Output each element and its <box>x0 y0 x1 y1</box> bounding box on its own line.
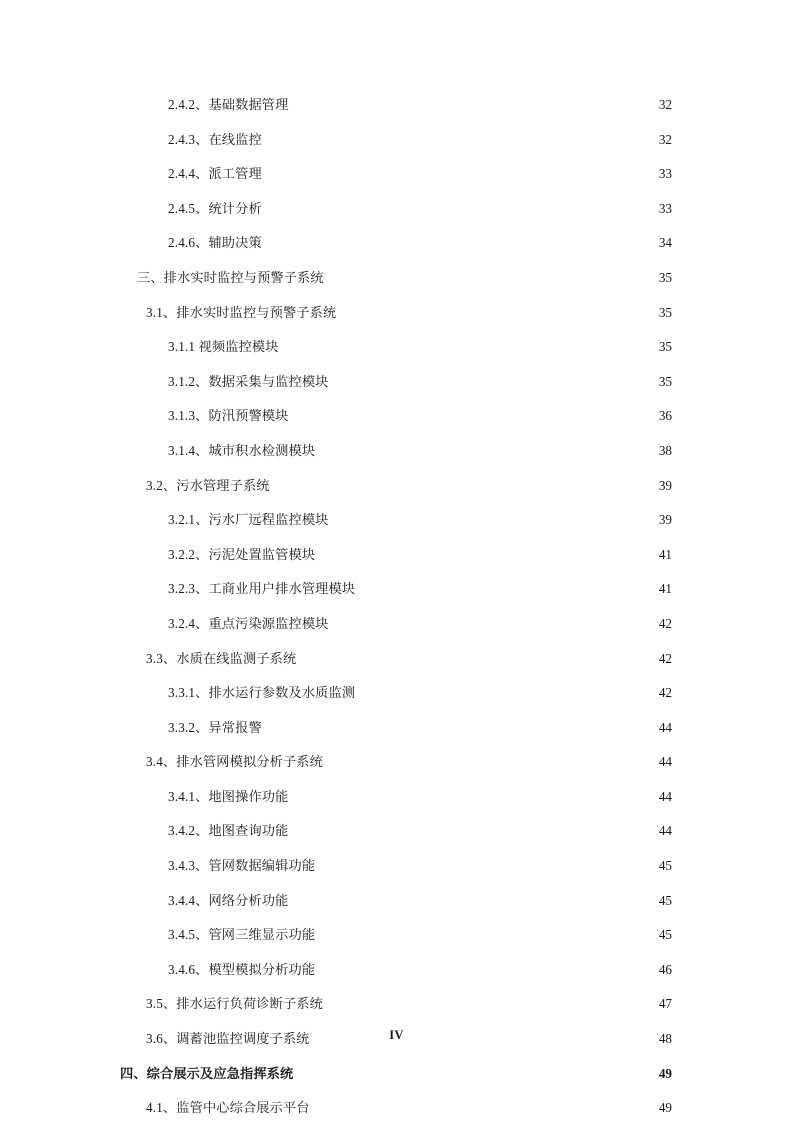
toc-entry-page-number: 34 <box>658 235 672 251</box>
toc-entry-page-number: 41 <box>658 581 672 597</box>
toc-entry-page-number: 35 <box>658 304 672 320</box>
toc-entry-title: 3.3.2、异常报警 <box>168 719 262 735</box>
toc-entry-title: 3.2、污水管理子系统 <box>146 477 270 493</box>
toc-entry-page-number: 45 <box>658 858 672 874</box>
toc-entry-page-number: 49 <box>658 1100 672 1116</box>
toc-entry[interactable] <box>0 780 793 815</box>
toc-entry-page-number: 33 <box>658 166 672 182</box>
toc-entry-page-number: 49 <box>658 1065 672 1081</box>
toc-entry-title: 3.3、水质在线监测子系统 <box>146 650 297 666</box>
toc-entry-page-number: 39 <box>658 477 672 493</box>
toc-entry[interactable] <box>0 642 793 677</box>
toc-entry-page-number: 47 <box>658 996 672 1012</box>
toc-leader-dots <box>326 269 653 282</box>
toc-entry[interactable] <box>0 1091 793 1122</box>
toc-leader-dots <box>281 338 653 351</box>
toc-entry-page-number: 32 <box>658 131 672 147</box>
toc-entry[interactable] <box>0 711 793 746</box>
toc-entry-title: 3.2.3、工商业用户排水管理模块 <box>168 581 356 597</box>
toc-entry-title: 3.2.4、重点污染源监控模块 <box>168 615 329 631</box>
toc-entry[interactable] <box>0 226 793 261</box>
toc-leader-dots <box>317 546 653 559</box>
toc-leader-dots <box>291 822 654 835</box>
toc-entry-title: 三、排水实时监控与预警子系统 <box>137 269 324 285</box>
toc-entry-title: 2.4.5、统计分析 <box>168 200 262 216</box>
toc-entry-page-number: 45 <box>658 892 672 908</box>
toc-entry[interactable] <box>0 261 793 296</box>
toc-entry[interactable] <box>0 572 793 607</box>
toc-entry[interactable] <box>0 607 793 642</box>
toc-entry[interactable] <box>0 953 793 988</box>
toc-leader-dots <box>264 719 653 732</box>
toc-entry-page-number: 32 <box>658 97 672 112</box>
toc-entry-page-number: 35 <box>658 373 672 389</box>
toc-entry-title: 3.4.5、管网三维显示功能 <box>168 927 316 943</box>
toc-entry-title: 3.4.2、地图查询功能 <box>168 823 289 839</box>
toc-entry-title: 2.4.2、基础数据管理 <box>168 97 289 112</box>
toc-leader-dots <box>317 442 653 455</box>
toc-leader-dots <box>317 857 653 870</box>
toc-entry[interactable] <box>0 192 793 227</box>
toc-entry-title: 2.4.6、辅助决策 <box>168 235 262 251</box>
toc-entry[interactable] <box>0 157 793 192</box>
toc-entry-page-number: 44 <box>658 719 672 735</box>
toc-entry-title: 3.1.4、城市积水检测模块 <box>168 442 316 458</box>
toc-entry-page-number: 41 <box>658 546 672 562</box>
toc-entry-title: 四、综合展示及应急指挥系统 <box>120 1065 294 1081</box>
toc-entry-title: 4.1、监管中心综合展示平台 <box>146 1100 310 1116</box>
toc-leader-dots <box>291 788 654 801</box>
toc-entry-title: 3.4.4、网络分析功能 <box>168 892 289 908</box>
toc-entry[interactable] <box>0 538 793 573</box>
toc-leader-dots <box>291 96 654 109</box>
toc-entry-title: 2.4.4、派工管理 <box>168 166 262 182</box>
toc-leader-dots <box>264 234 653 247</box>
toc-entry[interactable] <box>0 88 793 123</box>
toc-entry-title: 3.4、排水管网模拟分析子系统 <box>146 754 323 770</box>
toc-entry-page-number: 48 <box>658 1031 672 1047</box>
toc-leader-dots <box>331 373 654 386</box>
toc-leader-dots <box>357 684 653 697</box>
toc-entry[interactable] <box>0 434 793 469</box>
toc-entry-title: 3.1.1 视频监控模块 <box>168 339 279 355</box>
toc-leader-dots <box>291 407 654 420</box>
toc-entry-title: 3.2.2、污泥处置监管模块 <box>168 546 316 562</box>
toc-entry[interactable] <box>0 918 793 953</box>
toc-entry-page-number: 44 <box>658 823 672 839</box>
toc-entry-title: 3.5、排水运行负荷诊断子系统 <box>146 996 323 1012</box>
toc-entry-page-number: 33 <box>658 200 672 216</box>
toc-leader-dots <box>338 303 653 316</box>
toc-leader-dots <box>264 165 653 178</box>
toc-leader-dots <box>325 753 653 766</box>
toc-leader-dots <box>357 580 653 593</box>
toc-leader-dots <box>295 1064 653 1077</box>
toc-entry[interactable] <box>0 469 793 504</box>
toc-entry[interactable] <box>0 1057 793 1092</box>
toc-entry-page-number: 35 <box>658 339 672 355</box>
toc-entry-page-number: 42 <box>658 650 672 666</box>
toc-entry[interactable] <box>0 296 793 331</box>
toc-leader-dots <box>272 476 653 489</box>
toc-entry-title: 3.2.1、污水厂远程监控模块 <box>168 512 329 528</box>
toc-entry-page-number: 35 <box>658 269 672 285</box>
toc-entry-title: 3.4.6、模型模拟分析功能 <box>168 961 316 977</box>
toc-leader-dots <box>264 200 653 213</box>
toc-entry-title: 3.1.2、数据采集与监控模块 <box>168 373 329 389</box>
toc-leader-dots <box>298 649 653 662</box>
toc-entry-page-number: 38 <box>658 442 672 458</box>
toc-entry[interactable] <box>0 987 793 1022</box>
toc-leader-dots <box>317 961 653 974</box>
table-of-contents <box>0 88 793 1122</box>
toc-entry[interactable] <box>0 330 793 365</box>
toc-entry-page-number: 36 <box>658 408 672 424</box>
toc-entry-title: 3.1.3、防汛预警模块 <box>168 408 289 424</box>
toc-entry[interactable] <box>0 399 793 434</box>
toc-entry-page-number: 39 <box>658 512 672 528</box>
toc-entry-page-number: 46 <box>658 961 672 977</box>
toc-entry-page-number: 42 <box>658 685 672 701</box>
toc-leader-dots <box>317 926 653 939</box>
toc-entry[interactable] <box>0 849 793 884</box>
toc-entry[interactable] <box>0 365 793 400</box>
toc-leader-dots <box>325 995 653 1008</box>
toc-leader-dots <box>264 130 653 143</box>
toc-entry-title: 3.3.1、排水运行参数及水质监测 <box>168 685 356 701</box>
toc-entry-page-number: 45 <box>658 927 672 943</box>
toc-entry-title: 3.4.3、管网数据编辑功能 <box>168 858 316 874</box>
toc-entry[interactable] <box>0 676 793 711</box>
toc-leader-dots <box>331 511 654 524</box>
toc-entry[interactable] <box>0 503 793 538</box>
toc-entry[interactable] <box>0 745 793 780</box>
toc-entry[interactable] <box>0 884 793 919</box>
toc-entry-page-number: 44 <box>658 788 672 804</box>
toc-leader-dots <box>331 615 654 628</box>
toc-leader-dots <box>312 1099 653 1112</box>
toc-leader-dots <box>291 891 654 904</box>
toc-entry-title: 2.4.3、在线监控 <box>168 131 262 147</box>
toc-entry-title: 3.1、排水实时监控与预警子系统 <box>146 304 337 320</box>
toc-entry-title: 3.6、调蓄池监控调度子系统 <box>146 1031 310 1047</box>
toc-entry[interactable] <box>0 123 793 158</box>
toc-entry-page-number: 44 <box>658 754 672 770</box>
footer-page-number: IV <box>389 1028 404 1042</box>
toc-entry-page-number: 42 <box>658 615 672 631</box>
toc-entry-title: 3.4.1、地图操作功能 <box>168 788 289 804</box>
toc-entry[interactable] <box>0 814 793 849</box>
